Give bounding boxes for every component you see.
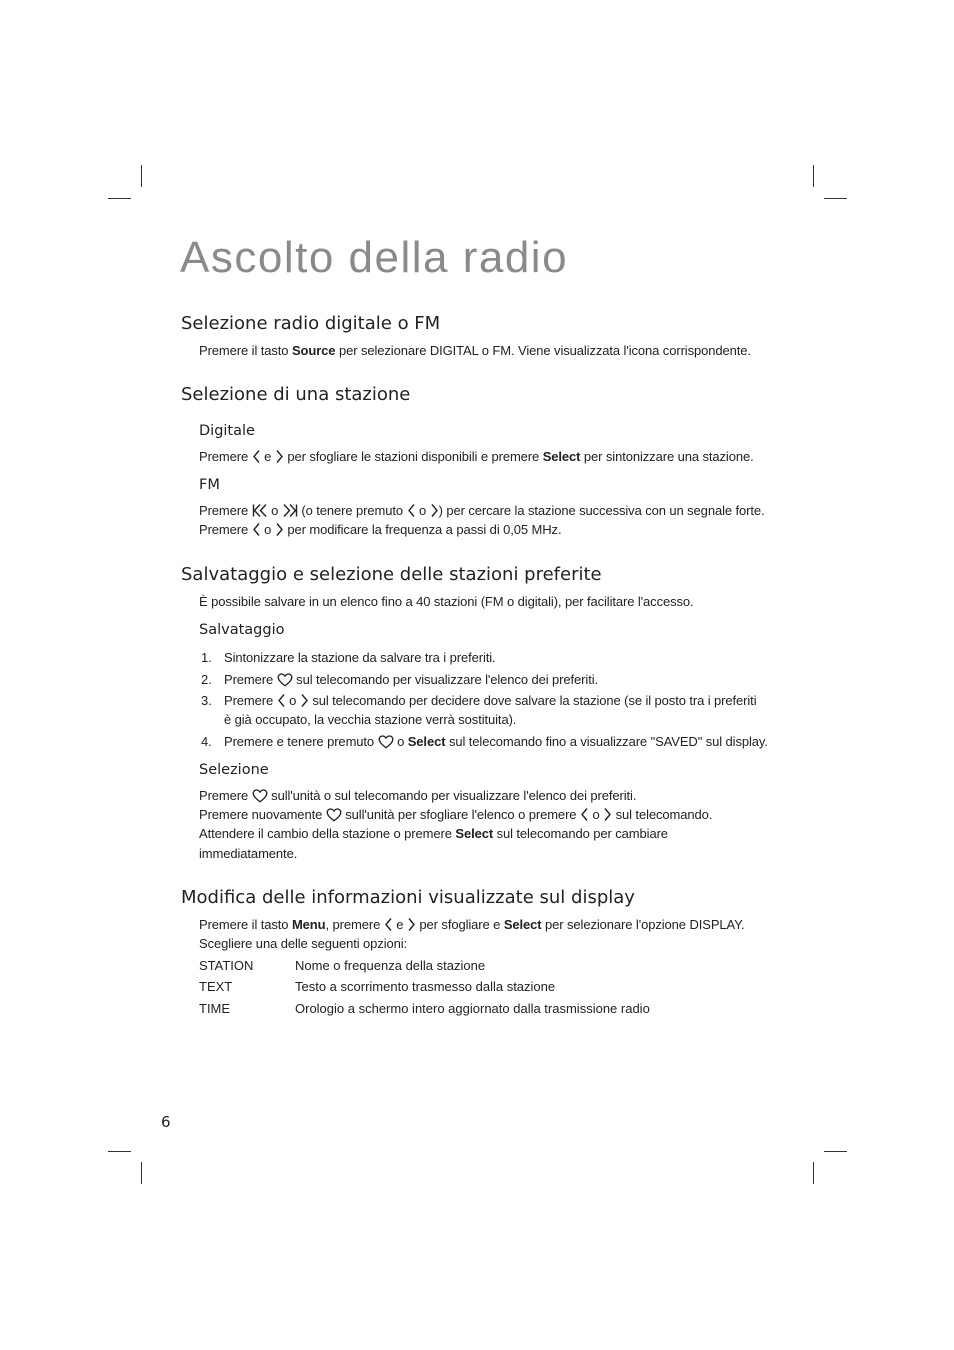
- skip-forward-icon: [282, 503, 298, 518]
- crop-mark: [141, 165, 142, 187]
- chevron-left-icon: [407, 503, 416, 518]
- chevron-right-icon: [275, 522, 284, 537]
- page-number: 6: [161, 1113, 171, 1131]
- crop-mark: [108, 1151, 131, 1152]
- chevron-left-icon: [384, 917, 393, 932]
- menu-key-label: Menu: [291, 917, 326, 932]
- section-heading-presets: Salvataggio e selezione delle stazioni preferite: [181, 564, 602, 585]
- list-item: Premere sul telecomando per visualizzare l'elenco dei preferiti.: [224, 672, 599, 687]
- list-item-number: 1.: [201, 650, 212, 665]
- section-heading-display: Modifica delle informazioni visualizzate sul display: [181, 887, 635, 908]
- subheading-select: Selezione: [199, 762, 269, 778]
- paragraph-select-line1: Premere sull'unità o sul telecomando per visualizzare l'elenco dei preferiti.: [199, 788, 637, 803]
- list-item: Premere o sul telecomando per decidere dove salvare la stazione (se il posto tra i preferiti: [224, 693, 757, 708]
- chevron-right-icon: [407, 917, 416, 932]
- crop-mark: [813, 165, 814, 187]
- crop-mark: [824, 198, 847, 199]
- option-key: TEXT: [199, 979, 233, 994]
- option-key: STATION: [199, 958, 254, 973]
- list-item-number: 2.: [201, 672, 212, 687]
- heart-icon: [378, 735, 394, 749]
- option-value: Testo a scorrimento trasmesso dalla stazione: [295, 979, 556, 994]
- paragraph-digital: Premere e per sfogliare le stazioni disponibili e premere Select per sintonizzare una stazione.: [199, 449, 754, 464]
- paragraph-select-line4: immediatamente.: [199, 846, 298, 861]
- paragraph-source: Premere il tasto Source per selezionare DIGITAL o FM. Viene visualizzata l'icona corrispondente.: [199, 343, 751, 358]
- page-title: Ascolto della radio: [180, 233, 569, 282]
- select-key-label: Select: [503, 917, 542, 932]
- select-key-label: Select: [455, 826, 494, 841]
- source-key-label: Source: [291, 343, 336, 358]
- heart-icon: [326, 808, 342, 822]
- section-heading-source: Selezione radio digitale o FM: [181, 313, 441, 334]
- select-key-label: Select: [407, 734, 446, 749]
- list-item: Premere e tenere premuto o Select sul telecomando fino a visualizzare "SAVED" sul display.: [224, 734, 768, 749]
- crop-mark: [813, 1162, 814, 1184]
- list-item-number: 4.: [201, 734, 212, 749]
- heart-icon: [252, 789, 268, 803]
- paragraph-select-line2: Premere nuovamente sull'unità per sfogliare l'elenco o premere o sul telecomando.: [199, 807, 713, 822]
- heart-icon: [277, 673, 293, 687]
- chevron-left-icon: [252, 449, 261, 464]
- paragraph-fm-seek: Premere o (o tenere premuto o ) per cercare la stazione successiva con un segnale forte.: [199, 503, 765, 518]
- subheading-fm: FM: [199, 477, 220, 493]
- crop-mark: [824, 1151, 847, 1152]
- select-key-label: Select: [542, 449, 581, 464]
- paragraph-display-line1: Premere il tasto Menu, premere e per sfogliare e Select per selezionare l'opzione DISPLAY.: [199, 917, 745, 932]
- crop-mark: [108, 198, 131, 199]
- list-item-number: 3.: [201, 693, 212, 708]
- subheading-digital: Digitale: [199, 423, 255, 439]
- paragraph-presets-intro: È possibile salvare in un elenco fino a 40 stazioni (FM o digitali), per facilitare l'accesso.: [199, 594, 694, 609]
- paragraph-display-line2: Scegliere una delle seguenti opzioni:: [199, 936, 408, 951]
- section-heading-station: Selezione di una stazione: [181, 384, 411, 405]
- crop-mark: [141, 1162, 142, 1184]
- list-item: Sintonizzare la stazione da salvare tra i preferiti.: [224, 650, 496, 665]
- option-key: TIME: [199, 1001, 231, 1016]
- paragraph-select-line3: Attendere il cambio della stazione o premere Select sul telecomando per cambiare: [199, 826, 668, 841]
- option-value: Orologio a schermo intero aggiornato dalla trasmissione radio: [295, 1001, 650, 1016]
- chevron-left-icon: [277, 693, 286, 708]
- paragraph-fm-tune: Premere o per modificare la frequenza a passi di 0,05 MHz.: [199, 522, 562, 537]
- list-item-continuation: è già occupato, la vecchia stazione verrà sostituita).: [224, 712, 517, 727]
- chevron-right-icon: [603, 807, 612, 822]
- chevron-left-icon: [580, 807, 589, 822]
- chevron-left-icon: [252, 522, 261, 537]
- chevron-right-icon: [430, 503, 439, 518]
- chevron-right-icon: [300, 693, 309, 708]
- option-value: Nome o frequenza della stazione: [295, 958, 486, 973]
- chevron-right-icon: [275, 449, 284, 464]
- subheading-save: Salvataggio: [199, 622, 285, 638]
- skip-back-icon: [252, 503, 268, 518]
